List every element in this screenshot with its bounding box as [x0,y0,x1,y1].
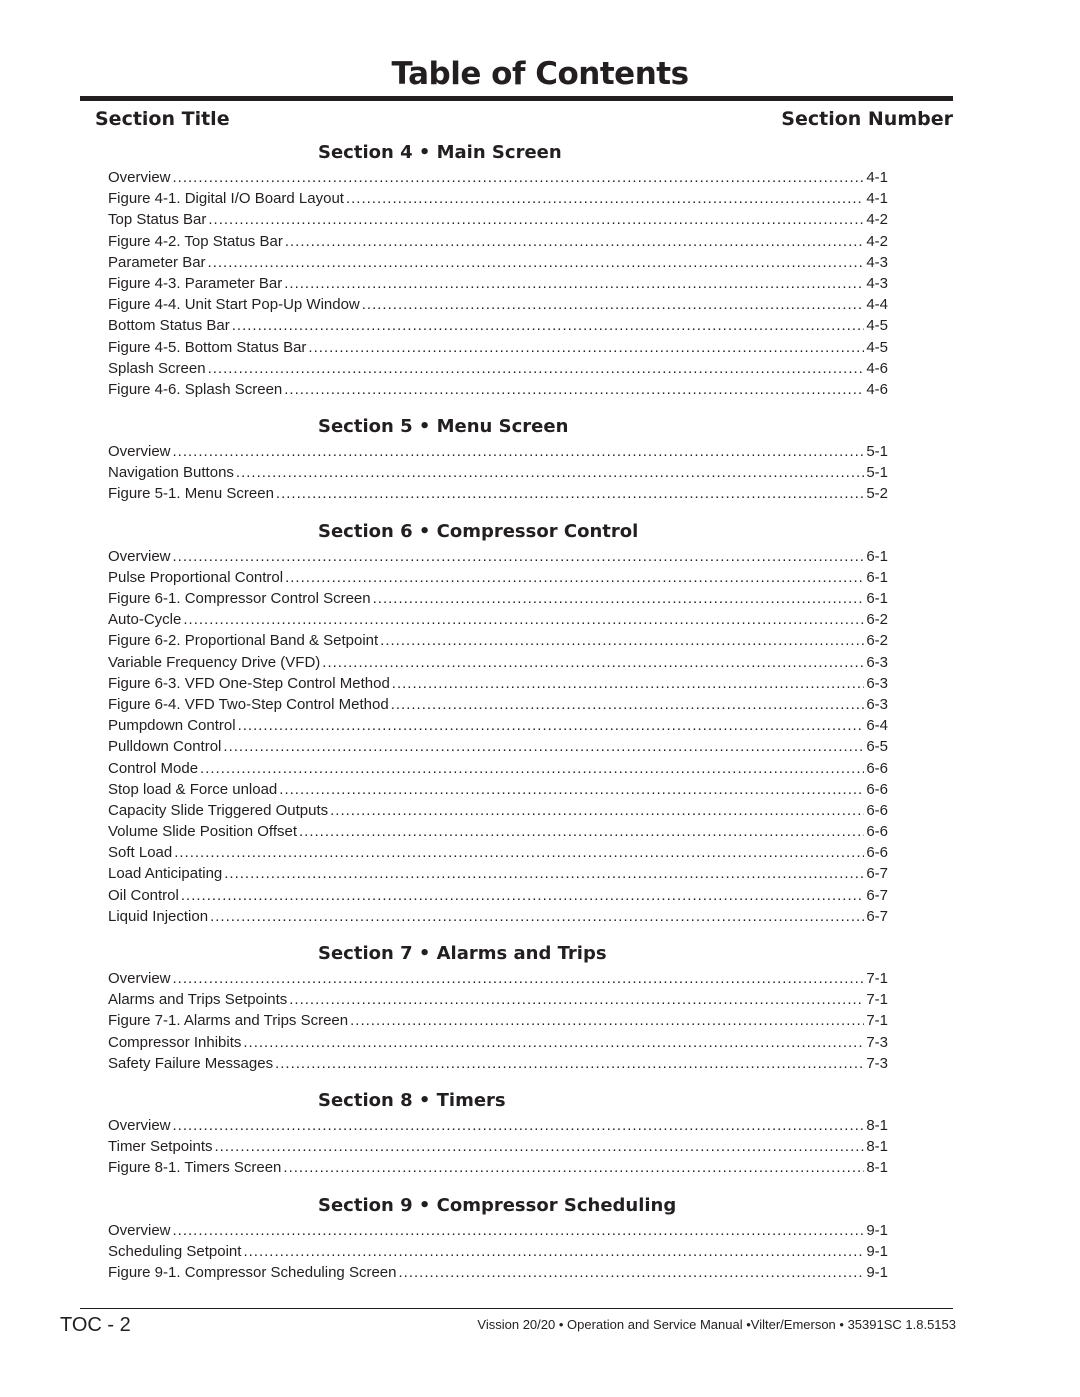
toc-entry-page: 6-6 [866,823,888,841]
dot-leader [181,885,864,906]
dot-leader [330,800,864,821]
dot-leader [276,483,864,504]
dot-leader [283,1157,864,1178]
toc-entry-label: Pulse Proportional Control [108,568,284,586]
column-header-section-title: Section Title [95,108,230,130]
toc-entry [108,483,888,504]
toc-entry-page: 9-1 [866,1242,888,1260]
toc-entry [108,1241,888,1262]
dot-leader [362,294,865,315]
dot-leader [322,652,864,673]
dot-leader [223,736,864,757]
toc-entry-label: Figure 9-1. Compressor Scheduling Screen [108,1263,397,1281]
toc-entry-label: Figure 6-2. Proportional Band & Setpoint [108,632,379,650]
section-heading: Section 6 • Compressor Control [318,520,639,542]
dot-leader [173,441,865,462]
toc-entry-page: 4-1 [866,190,888,208]
dot-leader [279,779,864,800]
toc-section [0,1086,1080,1179]
toc-entry-page: 4-3 [866,253,888,271]
dot-leader [243,1032,864,1053]
section-heading: Section 7 • Alarms and Trips [318,943,607,964]
toc-entry [108,1262,888,1283]
toc-entry-label: Navigation Buttons [108,464,234,482]
toc-entry [108,231,888,252]
toc-entry [108,821,888,842]
toc-entry [108,546,888,567]
toc-entry-label: Stop load & Force unload [108,780,278,798]
toc-entry-label: Overview [108,970,171,987]
section-heading: Section 9 • Compressor Scheduling [318,1194,677,1216]
toc-entry-label: Figure 4-2. Top Status Bar [108,232,283,250]
toc-entry [108,989,888,1010]
toc-entry-label: Capacity Slide Triggered Outputs [108,801,329,819]
dot-leader [285,231,864,252]
dot-leader [284,273,864,294]
toc-entry-page: 5-2 [866,485,888,503]
footer-rule [80,1308,953,1309]
toc-entry-page: 4-4 [866,296,888,314]
toc-entry-label: Pumpdown Control [108,717,236,735]
footer-page-number: TOC - 2 [60,1314,131,1336]
dot-leader [284,379,864,400]
toc-entry [108,968,888,989]
dot-leader [236,462,864,483]
toc-entry [108,1157,888,1178]
toc-entry-page: 6-1 [866,547,888,565]
footer-manual-info: Vission 20/20 • Operation and Service Manual •Vilter/Emerson • 35391SC 1.8.5153 [477,1317,956,1332]
dot-leader [391,694,865,715]
toc-entry-page: 8-1 [866,1116,888,1134]
section-heading: Section 4 • Main Screen [318,142,562,163]
toc-entry-label: Figure 4-3. Parameter Bar [108,274,283,292]
toc-entry-label: Safety Failure Messages [108,1054,274,1072]
dot-leader [398,1262,864,1283]
toc-entry-page: 6-6 [866,759,888,777]
toc-entry-label: Overview [108,547,171,565]
toc-entry [108,337,888,358]
dot-leader [299,821,864,842]
toc-entry [108,906,888,927]
toc-entry-label: Timer Setpoints [108,1138,213,1156]
dot-leader [173,546,865,567]
toc-entry [108,758,888,779]
toc-entry-label: Bottom Status Bar [108,317,230,335]
section-heading: Section 8 • Timers [318,1089,506,1111]
toc-content [0,138,1080,1295]
page-title: Table of Contents [391,56,689,92]
column-header-section-number: Section Number [781,108,953,130]
toc-entry-label: Figure 4-4. Unit Start Pop-Up Window [108,296,360,314]
toc-section [0,1191,1080,1284]
title-rule [80,96,953,101]
dot-leader [210,906,864,927]
dot-leader [173,968,865,989]
toc-entry-page: 5-1 [866,443,888,461]
toc-entry [108,588,888,609]
toc-entry-page: 8-1 [866,1159,888,1177]
toc-entry [108,1032,888,1053]
toc-entry-label: Control Mode [108,759,199,777]
toc-entry-page: 6-3 [866,674,888,692]
toc-entry [108,273,888,294]
toc-entry-label: Figure 7-1. Alarms and Trips Screen [108,1012,349,1030]
dot-leader [174,842,864,863]
toc-entry-label: Pulldown Control [108,738,222,756]
toc-entry [108,630,888,651]
dot-leader [350,1010,864,1031]
section-heading: Section 5 • Menu Screen [318,416,569,438]
toc-entry [108,441,888,462]
toc-entry-page: 6-1 [866,590,888,607]
toc-entry-label: Figure 4-5. Bottom Status Bar [108,338,307,356]
toc-entry-label: Parameter Bar [108,253,206,271]
toc-entry-label: Liquid Injection [108,907,209,925]
toc-entry-page: 6-6 [866,801,888,819]
toc-entry [108,252,888,273]
toc-entry-label: Volume Slide Position Offset [108,823,297,841]
toc-section [0,412,1080,505]
toc-entry [108,779,888,800]
toc-entry [108,1053,888,1074]
dot-leader [183,609,864,630]
toc-entry-label: Figure 6-4. VFD Two-Step Control Method [108,695,389,713]
toc-entry-label: Figure 4-6. Splash Screen [108,380,283,398]
toc-entry-page: 5-1 [866,464,888,482]
toc-entry-label: Overview [108,1116,171,1134]
toc-entry-page: 4-2 [866,211,888,229]
toc-entry-page: 6-5 [866,738,888,756]
toc-entry-page: 6-6 [866,844,888,862]
toc-entry-page: 4-6 [866,380,888,398]
toc-entry-page: 7-1 [866,970,888,987]
toc-entry-page: 7-1 [866,1012,888,1030]
toc-entry [108,863,888,884]
toc-entry [108,167,888,188]
toc-entry [108,1010,888,1031]
dot-leader [380,630,864,651]
toc-entry [108,358,888,379]
toc-entry [108,1220,888,1241]
dot-leader [200,758,864,779]
toc-entry-page: 9-1 [866,1263,888,1281]
dot-leader [214,1136,864,1157]
toc-entry-page: 6-4 [866,717,888,735]
toc-entry-page: 4-5 [866,317,888,335]
toc-entry-label: Scheduling Setpoint [108,1242,242,1260]
dot-leader [373,588,865,609]
toc-entry [108,673,888,694]
toc-entry-page: 4-1 [866,169,888,186]
toc-entry-label: Variable Frequency Drive (VFD) [108,653,321,671]
toc-entry [108,1115,888,1136]
dot-leader [173,167,865,188]
dot-leader [289,989,864,1010]
dot-leader [392,673,865,694]
toc-section [0,138,1080,400]
toc-entry [108,1136,888,1157]
toc-entry-page: 6-1 [866,568,888,586]
dot-leader [173,1115,865,1136]
toc-entry [108,736,888,757]
toc-entry-label: Figure 6-3. VFD One-Step Control Method [108,674,390,692]
toc-entry-page: 6-6 [866,780,888,798]
toc-entry-page: 6-7 [866,907,888,925]
dot-leader [308,337,864,358]
dot-leader [346,188,864,209]
dot-leader [243,1241,864,1262]
dot-leader [285,567,864,588]
toc-entry-page: 4-2 [866,232,888,250]
toc-section [0,939,1080,1074]
toc-entry-label: Alarms and Trips Setpoints [108,991,288,1009]
toc-entry-label: Figure 6-1. Compressor Control Screen [108,590,371,607]
toc-entry-label: Overview [108,1221,171,1239]
dot-leader [238,715,865,736]
toc-entry [108,188,888,209]
toc-entry-label: Oil Control [108,886,179,904]
toc-entry-page: 4-3 [866,274,888,292]
dot-leader [232,315,865,336]
dot-leader [173,1220,865,1241]
toc-entry-page: 7-3 [866,1054,888,1072]
toc-entry [108,715,888,736]
toc-entry-label: Overview [108,169,171,186]
toc-entry-label: Figure 4-1. Digital I/O Board Layout [108,190,344,208]
toc-entry-label: Soft Load [108,844,173,862]
toc-entry-page: 7-3 [866,1033,888,1051]
toc-entry [108,294,888,315]
toc-entry-page: 6-2 [866,611,888,629]
toc-entry-page: 6-2 [866,632,888,650]
toc-entry-page: 6-3 [866,653,888,671]
dot-leader [208,358,865,379]
toc-entry [108,315,888,336]
toc-entry [108,209,888,230]
toc-entry [108,379,888,400]
toc-entry-label: Top Status Bar [108,211,207,229]
toc-entry-label: Load Anticipating [108,865,223,883]
dot-leader [275,1053,864,1074]
toc-entry-label: Figure 5-1. Menu Screen [108,485,274,503]
toc-entry-label: Compressor Inhibits [108,1033,242,1051]
toc-entry-page: 6-3 [866,695,888,713]
dot-leader [208,252,865,273]
toc-entry [108,462,888,483]
toc-entry-label: Figure 8-1. Timers Screen [108,1159,282,1177]
toc-entry-label: Overview [108,443,171,461]
toc-entry-page: 4-6 [866,359,888,377]
toc-entry-page: 7-1 [866,991,888,1009]
toc-entry [108,842,888,863]
toc-entry-label: Splash Screen [108,359,206,377]
toc-entry-page: 6-7 [866,865,888,883]
toc-entry-page: 6-7 [866,886,888,904]
dot-leader [208,209,864,230]
toc-entry [108,609,888,630]
dot-leader [224,863,864,884]
toc-entry [108,567,888,588]
toc-entry-page: 8-1 [866,1138,888,1156]
toc-entry [108,800,888,821]
toc-entry-page: 9-1 [866,1221,888,1239]
toc-entry [108,652,888,673]
toc-section [0,517,1080,927]
toc-entry [108,694,888,715]
toc-entry-page: 4-5 [866,338,888,356]
toc-entry [108,885,888,906]
toc-entry-label: Auto-Cycle [108,611,182,629]
